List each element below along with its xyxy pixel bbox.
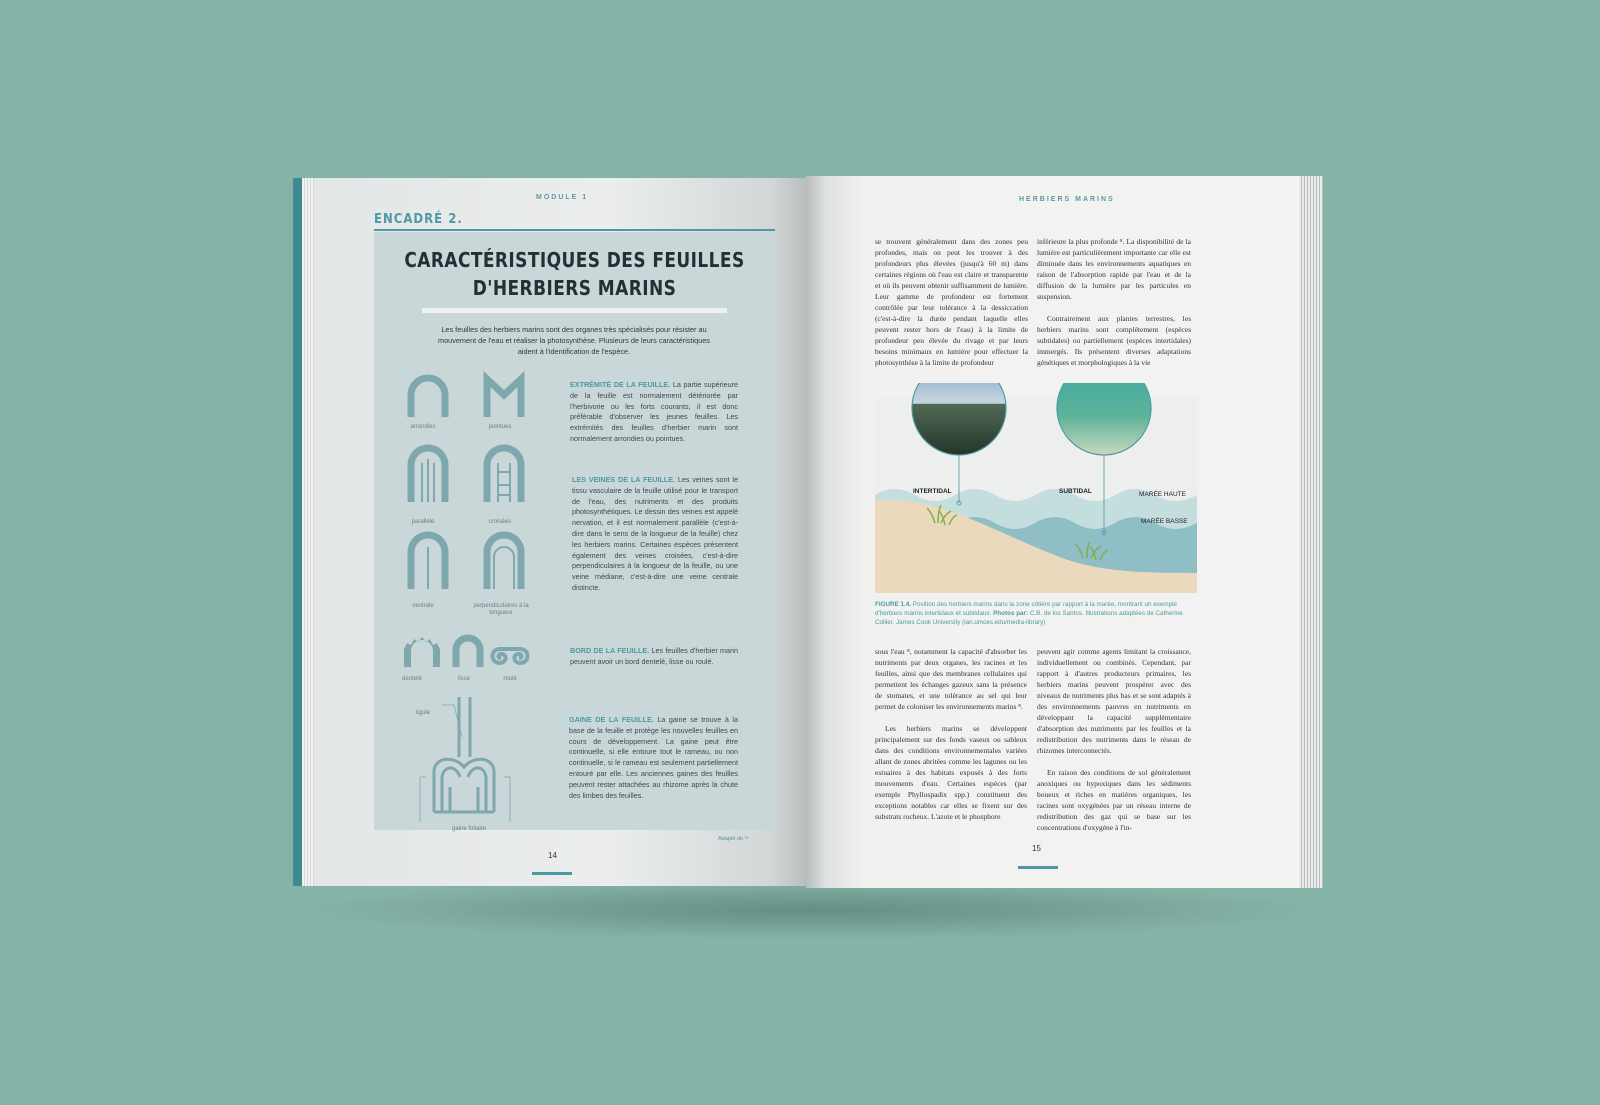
label-smooth: lisse <box>457 676 470 682</box>
serrated-edge-icon <box>404 637 440 667</box>
label-high-tide: MARÉE HAUTE <box>1139 491 1186 498</box>
label-perpendicular: perpendiculaires à la longueur <box>473 603 529 616</box>
title-rule <box>422 308 727 313</box>
feature-veins-text: Les veines sont le tissu vasculaire de la feuille utilisé pour le transport de l'eau, des nutriments et des produits photosynthétiques. Le dessin des veines est appelé nervation, et il est normalement parallèle (c'est-à-dire dans le sens de la longueur de la feuille) chez les herbiers marins. Certaines espèces présentent également des veines croisées, c'est-à-dire perpendiculaires à la longueur de la feuille, ou une veine médiane, c'est-à-dire une veine centrale distincte. <box>572 475 738 592</box>
box-label-rule <box>374 229 775 231</box>
feature-veins-heading: LES VEINES DE LA FEUILLE. <box>572 475 676 484</box>
feature-tip-heading: EXTRÉMITÉ DE LA FEUILLE. <box>570 380 671 389</box>
label-ligule: ligule <box>416 710 431 716</box>
running-head-right: HERBIERS MARINS <box>1019 196 1115 203</box>
page-stack-left <box>302 178 314 886</box>
col2-top-paragraph-2: Contrairement aux plantes terrestres, les herbiers marins sont complètement (espèces subtidales) ou partiellement (espèces intertidales) immergés. Ils présentent diverses adaptations génétiques et morphologiques à la vie <box>1037 314 1191 367</box>
col2-bottom-paragraph-1: peuvent agir comme agents limitant la croissance, individuellement ou combinés. Cependant, par rapport à d'autres producteurs primaires, les herbiers marins peuvent prospérer avec des niveaux de nutriments plus bas et se sont adaptés à des environnements pauvres en nutriments en développant la capacité supplémentaire d'absorption des nutriments par les feuilles et la redistribution des nutriments dans le réseau de rhizomes interconnectés. <box>1037 647 1191 755</box>
open-book <box>293 176 1323 888</box>
info-box <box>374 232 775 830</box>
book-cover-edge <box>293 178 302 886</box>
rolled-edge-icon <box>493 649 528 663</box>
page-stack-right <box>1299 176 1323 888</box>
column-1-top <box>875 236 1028 368</box>
right-page <box>806 176 1299 888</box>
feature-sheath <box>569 715 738 801</box>
caption-photo-label: Photos par: <box>993 610 1029 617</box>
feature-edge-heading: BORD DE LA FEUILLE. <box>570 646 650 655</box>
column-2-bottom <box>1037 646 1191 833</box>
feature-sheath-heading: GAINE DE LA FEUILLE. <box>569 715 654 724</box>
box-intro: Les feuilles des herbiers marins sont des organes très spécialisés pour résister au mouvement de l'eau et réaliser la photosynthèse. Plusieurs de leurs caractéristiques aident à l'identification de l'espèce. <box>438 325 710 356</box>
adapted-from-note: Adapté de ¹⁶ <box>718 836 749 842</box>
caption-photo-text: C.B. de los Santos. Illustrations adaptées de Catherine Collier, James Cook University (ian.umces.edu/media-library) <box>875 610 1183 626</box>
col1-bottom-paragraph-2: Les herbiers marins se développent principalement sur des fonds vaseux ou sableux dans des conditions environnementales variées allant de zones abritées comme les lagunes ou les estuaires à des habitats exposés à des forts mouvements d'eau. Certaines espèces (par exemple Phyllospadix spp.) constituent des exceptions notables car elles se fixent sur des substrats rocheux. L'azote et le phosphore <box>875 724 1027 821</box>
feature-tip <box>570 380 738 445</box>
col2-top-paragraph-1: inférieure la plus profonde ⁸. La disponibilité de la lumière est particulièrement importante car elle est diminuée dans les environnements aquatiques en raison de l'absorption rapide par l'eau et de la diffusion de la lumière par les particules en suspension. <box>1037 237 1191 301</box>
figure-caption <box>875 600 1197 627</box>
col1-top-paragraph: se trouvent généralement dans des zones peu profondes, mais on peut les trouver à des profondeurs plus élevées (jusqu'à 60 m) dans certaines régions où l'eau est claire et transparente et où ils peuvent obtenir suffisamment de lumière. Leur gamme de profondeur est fortement contrôlée par leur tolérance à la dessiccation (c'est-à-dire la durée pendant laquelle elles peuvent rester hors de l'eau) à la limite de profondeur peu élevée du rivage et par leurs besoins minimaux en lumière pour effectuer la photosynthèse à la limite de profondeur <box>875 237 1028 367</box>
feature-edge-text: Les feuilles d'herbier marin peuvent avoir un bord dentelé, lisse ou roulé. <box>570 646 739 666</box>
book-shadow <box>300 880 1320 940</box>
label-sheath: gaine foliaire <box>451 826 487 832</box>
rounded-tip-icon <box>411 378 445 417</box>
label-crossed: croisées <box>488 519 512 525</box>
page-number-right: 15 <box>1032 844 1041 853</box>
box-title-line-1: CARACTÉRISTIQUES DES FEUILLES <box>404 248 745 272</box>
running-head-left: MODULE 1 <box>536 194 589 201</box>
pointed-tip-icon <box>487 379 521 417</box>
column-1-bottom <box>875 646 1027 822</box>
col1-bottom-paragraph-1: sous l'eau ⁸, notamment la capacité d'absorber les nutriments par deux organes, les racines et les feuilles, ainsi que des membranes cellulaires qui permettent les échanges gazeux sans la présence de stomates, et une tolérance au sel qui leur permet de coloniser les environnements marins ⁸. <box>875 647 1027 711</box>
label-serrated: dentelé <box>402 676 422 682</box>
perpendicular-vein-icon <box>487 535 521 589</box>
box-title <box>404 246 745 302</box>
left-page <box>314 178 806 886</box>
caption-text: Position des herbiers marins dans la zone côtière par rapport à la marée, montrant un exemple d'herbiers marins intertidaux et subtidaux. <box>875 601 1178 617</box>
smooth-edge-icon <box>456 638 480 667</box>
label-intertidal: INTERTIDAL <box>913 488 952 495</box>
column-2-top <box>1037 236 1191 368</box>
caption-label: FIGURE 1.4. <box>875 601 912 608</box>
feature-sheath-text: La gaine se trouve à la base de la feuille et protège les nouvelles feuilles en cours de développement. La gaine peut être continuelle, si elle entoure tout le rameau, ou non continuelle, si le rameau est seulement partiellement entouré par elle. Les anciennes gaines des feuilles peuvent rester attachées au rhizome après la chute des limbes des feuilles. <box>569 715 739 800</box>
box-label: ENCADRÉ 2. <box>374 212 463 227</box>
page-tab-left <box>532 872 572 875</box>
label-subtidal: SUBTIDAL <box>1059 488 1092 495</box>
page-number-left: 14 <box>548 851 557 860</box>
label-central: centrale <box>412 603 434 609</box>
label-rolled: roulé <box>503 676 517 682</box>
feature-tip-text: La partie supérieure de la feuille est normalement détériorée par l'herbivorie ou les forts courants, il est donc préférable d'observer les jeunes feuilles. Les extrémités des feuilles d'herbier marin sont normalement arrondies ou pointues. <box>570 380 739 443</box>
feature-edge <box>570 646 738 668</box>
leaf-illustrations <box>394 367 564 822</box>
label-low-tide: MARÉE BASSE <box>1141 518 1188 525</box>
label-parallel: parallèle <box>411 519 435 525</box>
label-rounded: arrondies <box>410 424 436 430</box>
col2-bottom-paragraph-2: En raison des conditions de sol généralement anoxiques ou hypoxiques dans les sédiments boueux et riches en matières organiques, les racines sont oxygénées par un réseau interne de redistribution des gaz qui se base sur les concentrations d'oxygène à l'in- <box>1037 768 1191 832</box>
page-tab-right <box>1018 866 1058 869</box>
label-pointed: pointues <box>488 424 512 430</box>
box-title-line-2: D'HERBIERS MARINS <box>472 276 677 300</box>
cross-veins-icon <box>487 448 521 502</box>
feature-veins <box>572 475 738 594</box>
